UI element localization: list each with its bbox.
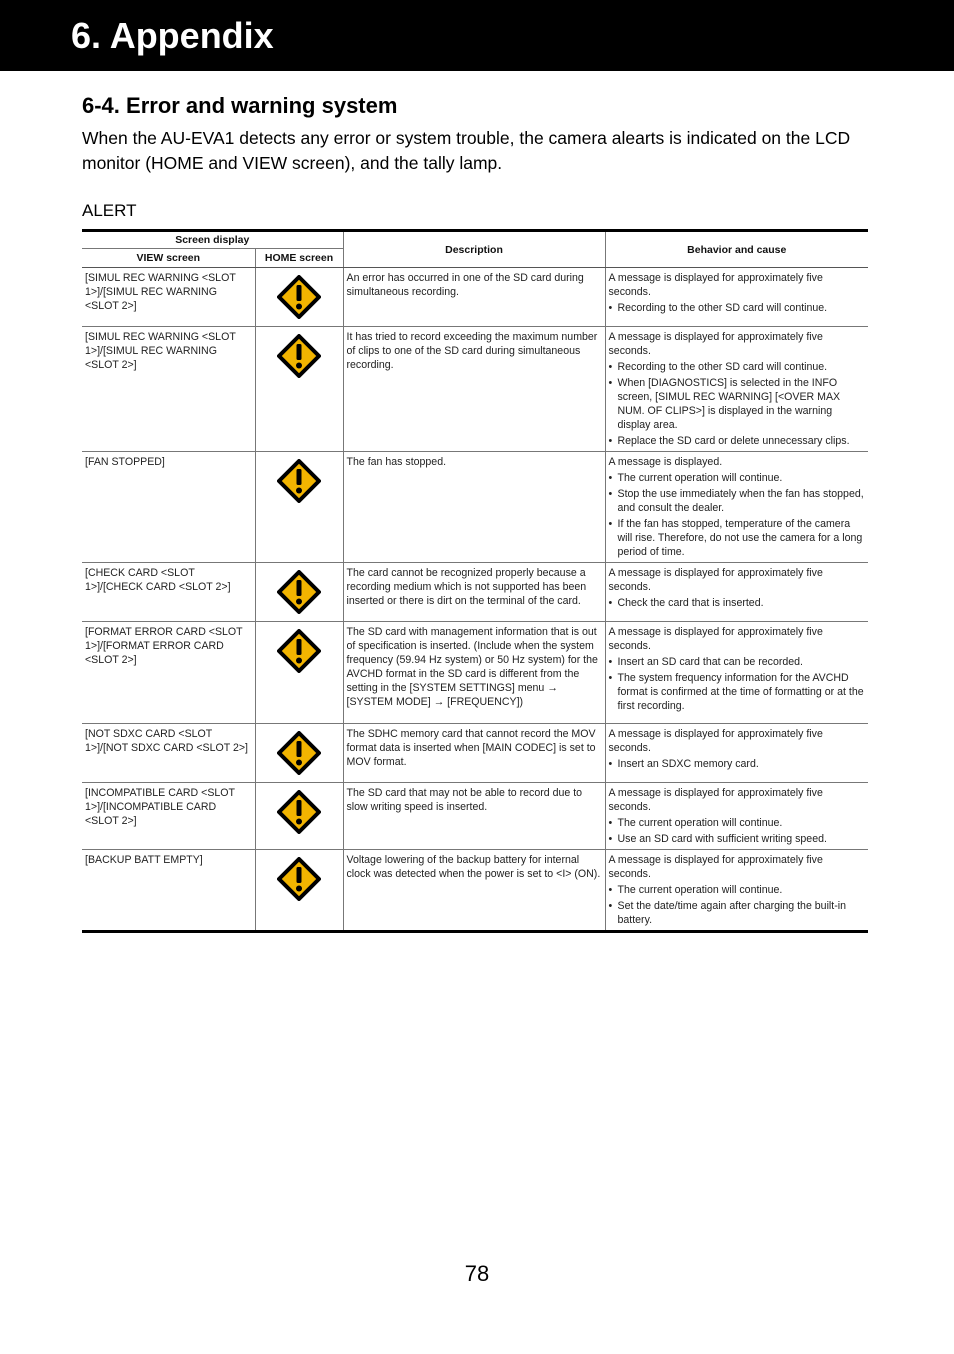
behavior-bullet: • Insert an SDXC memory card. xyxy=(609,757,866,771)
warning-diamond-icon xyxy=(277,731,321,775)
view-screen-message: [SIMUL REC WARNING <SLOT 1>]/[SIMUL REC WARNING <SLOT 2>] xyxy=(82,268,255,327)
alert-rows xyxy=(82,268,868,932)
behavior-cell xyxy=(605,268,868,327)
table-row xyxy=(82,452,868,563)
home-screen-header: HOME screen xyxy=(255,249,343,268)
behavior-cell xyxy=(605,622,868,724)
behavior-cell xyxy=(605,452,868,563)
home-screen-cell xyxy=(255,327,343,452)
behavior-text: A message is displayed. xyxy=(608,456,723,468)
home-screen-cell xyxy=(255,783,343,850)
behavior-bullet: • Use an SD card with sufficient writing speed. xyxy=(609,832,866,846)
table-row xyxy=(82,783,868,850)
behavior-bullet: • If the fan has stopped, temperature of the camera will rise. Therefore, do not use the camera for a long period of time. xyxy=(609,517,866,559)
chapter-title: 6. Appendix xyxy=(71,15,274,56)
behavior-bullet: • Recording to the other SD card will continue. xyxy=(609,301,866,315)
view-screen-message: [BACKUP BATT EMPTY] xyxy=(82,850,255,932)
warning-diamond-icon xyxy=(277,459,321,503)
behavior-bullet: • Stop the use immediately when the fan has stopped, and consult the dealer. xyxy=(609,487,866,515)
behavior-text: A message is displayed for approximately five seconds. xyxy=(608,567,823,593)
behavior-bullet: • Set the date/time again after charging the built-in battery. xyxy=(609,899,866,927)
description-cell: The card cannot be recognized properly because a recording medium which is not supported has been inserted or there is dirt on the terminal of the card. xyxy=(343,563,605,622)
behavior-text: A message is displayed for approximately five seconds. xyxy=(608,854,823,880)
description-cell: The fan has stopped. xyxy=(343,452,605,563)
view-screen-message: [SIMUL REC WARNING <SLOT 1>]/[SIMUL REC WARNING <SLOT 2>] xyxy=(82,327,255,452)
home-screen-cell xyxy=(255,268,343,327)
chapter-header-bar xyxy=(0,0,954,71)
description-header: Description xyxy=(343,231,605,268)
warning-diamond-icon xyxy=(277,570,321,614)
alert-table xyxy=(82,229,868,933)
description-cell: The SDHC memory card that cannot record the MOV format data is inserted when [MAIN CODEC] is set to MOV format. xyxy=(343,724,605,783)
behavior-bullet: • Check the card that is inserted. xyxy=(609,596,866,610)
description-cell: It has tried to record exceeding the maximum number of clips to one of the SD card during simultaneous recording. xyxy=(343,327,605,452)
home-screen-cell xyxy=(255,452,343,563)
warning-diamond-icon xyxy=(277,334,321,378)
behavior-bullet: • The system frequency information for the AVCHD format is confirmed at the time of formatting or at the first recording. xyxy=(609,671,866,713)
section-title: 6-4. Error and warning system xyxy=(82,93,398,118)
description-cell: The SD card with management information that is out of specification is inserted. (Include when the system frequency (59.94 Hz system) or 50 Hz system) for the AVCHD format in the SD card is different from the setting in the [SYSTEM SETTINGS] menu → [SYSTEM MODE] → [FREQUENCY]) xyxy=(343,622,605,724)
home-screen-cell xyxy=(255,622,343,724)
view-screen-message: [NOT SDXC CARD <SLOT 1>]/[NOT SDXC CARD <SLOT 2>] xyxy=(82,724,255,783)
warning-diamond-icon xyxy=(277,857,321,901)
behavior-bullet: • When [DIAGNOSTICS] is selected in the INFO screen, [SIMUL REC WARNING] [<OVER MAX NUM. OF CLIPS>] is displayed in the warning display area. xyxy=(609,376,866,432)
table-row xyxy=(82,622,868,724)
behavior-cell xyxy=(605,327,868,452)
warning-diamond-icon xyxy=(277,790,321,834)
behavior-text: A message is displayed for approximately five seconds. xyxy=(608,626,823,652)
view-screen-message: [INCOMPATIBLE CARD <SLOT 1>]/[INCOMPATIBLE CARD <SLOT 2>] xyxy=(82,783,255,850)
page-number: 78 xyxy=(464,1261,490,1286)
view-screen-message: [CHECK CARD <SLOT 1>]/[CHECK CARD <SLOT 2>] xyxy=(82,563,255,622)
behavior-bullet: • The current operation will continue. xyxy=(609,471,866,485)
behavior-bullet: • The current operation will continue. xyxy=(609,883,866,897)
behavior-bullet: • Recording to the other SD card will continue. xyxy=(609,360,866,374)
section-intro: When the AU-EVA1 detects any error or system trouble, the camera alearts is indicated on the LCD monitor (HOME and VIEW screen), and the tally lamp. xyxy=(82,128,851,173)
view-screen-message: [FAN STOPPED] xyxy=(82,452,255,563)
behavior-cell xyxy=(605,783,868,850)
description-cell: Voltage lowering of the backup battery for internal clock was detected when the power is set to <I> (ON). xyxy=(343,850,605,932)
view-screen-header: VIEW screen xyxy=(82,249,255,268)
behavior-bullet: • The current operation will continue. xyxy=(609,816,866,830)
behavior-text: A message is displayed for approximately five seconds. xyxy=(608,331,823,357)
table-row xyxy=(82,268,868,327)
screen-display-header: Screen display xyxy=(82,231,343,249)
description-cell: An error has occurred in one of the SD card during simultaneous recording. xyxy=(343,268,605,327)
table-row xyxy=(82,327,868,452)
home-screen-cell xyxy=(255,850,343,932)
behavior-header: Behavior and cause xyxy=(605,231,868,268)
alert-label: ALERT xyxy=(82,201,137,220)
behavior-text: A message is displayed for approximately five seconds. xyxy=(608,728,823,754)
behavior-cell xyxy=(605,850,868,932)
warning-diamond-icon xyxy=(277,629,321,673)
behavior-cell xyxy=(605,724,868,783)
behavior-text: A message is displayed for approximately five seconds. xyxy=(608,272,823,298)
description-cell: The SD card that may not be able to record due to slow writing speed is inserted. xyxy=(343,783,605,850)
table-row xyxy=(82,563,868,622)
warning-diamond-icon xyxy=(277,275,321,319)
home-screen-cell xyxy=(255,563,343,622)
behavior-cell xyxy=(605,563,868,622)
table-row xyxy=(82,850,868,932)
behavior-bullet: • Replace the SD card or delete unnecessary clips. xyxy=(609,434,866,448)
behavior-bullet: • Insert an SD card that can be recorded. xyxy=(609,655,866,669)
table-row xyxy=(82,724,868,783)
view-screen-message: [FORMAT ERROR CARD <SLOT 1>]/[FORMAT ERROR CARD <SLOT 2>] xyxy=(82,622,255,724)
home-screen-cell xyxy=(255,724,343,783)
behavior-text: A message is displayed for approximately five seconds. xyxy=(608,787,823,813)
